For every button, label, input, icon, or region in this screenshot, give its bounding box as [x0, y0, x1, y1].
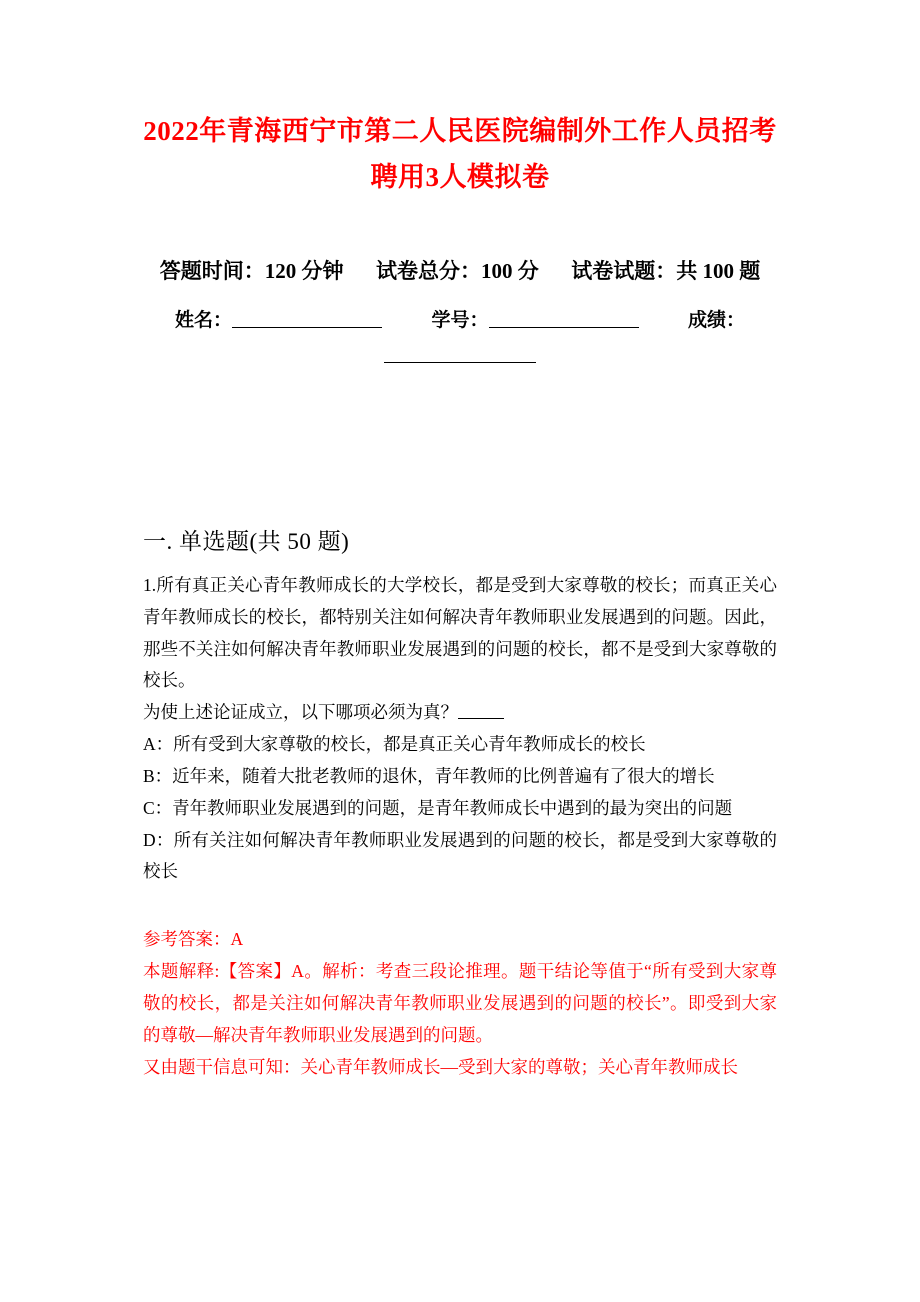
answer-explanation-block — [143, 924, 777, 1083]
question-prompt — [143, 697, 777, 729]
exam-meta-line — [143, 255, 777, 285]
explanation-paragraph-2: 又由题干信息可知：关心青年教师成长—受到大家的尊敬；关心青年教师成长 — [143, 1056, 738, 1077]
prompt-blank — [458, 705, 504, 719]
explanation-paragraph-1: 本题解释:【答案】A。解析：考查三段论推理。题干结论等值于“所有受到大家尊敬的校长，都是关注如何解决青年教师职业发展遇到的问题的校长”。即受到大家的尊敬—解决青年教师职业发展遇到的问题。 — [143, 961, 777, 1045]
reference-answer: 参考答案：A — [143, 929, 244, 950]
student-id-label: 学号： — [431, 309, 489, 331]
grade-label: 成绩： — [688, 309, 746, 331]
question-count-label: 试卷试题：共 100 题 — [571, 258, 761, 283]
total-score-label: 试卷总分：100 分 — [376, 258, 539, 283]
student-id-blank[interactable] — [489, 311, 639, 328]
section-heading: 一. 单选题(共 50 题) — [143, 528, 350, 554]
grade-blank[interactable] — [384, 348, 536, 363]
question-prompt-text: 为使上述论证成立，以下哪项必须为真？ — [143, 702, 458, 723]
option-d[interactable]: D：所有关注如何解决青年教师职业发展遇到的问题的校长，都是受到大家尊敬的校长 — [143, 829, 777, 882]
answer-time-label: 答题时间：120 分钟 — [159, 258, 344, 283]
question-stem: 1.所有真正关心青年教师成长的大学校长，都是受到大家尊敬的校长；而真正关心青年教师成长的校长，都特别关注如何解决青年教师职业发展遇到的问题。因此，那些不关注如何解决青年教师职业发展遇到的问题的校长，都不是受到大家尊敬的校长。 — [143, 574, 777, 691]
page-title: 2022年青海西宁市第二人民医院编制外工作人员招考聘用3人模拟卷 — [143, 116, 777, 193]
question-block — [143, 570, 777, 888]
student-info-line — [143, 305, 777, 332]
option-a[interactable]: A：所有受到大家尊敬的校长，都是真正关心青年教师成长的校长 — [143, 734, 646, 755]
name-label: 姓名： — [174, 309, 232, 331]
name-blank[interactable] — [232, 311, 382, 328]
option-b[interactable]: B：近年来，随着大批老教师的退休，青年教师的比例普遍有了很大的增长 — [143, 765, 715, 786]
option-c[interactable]: C：青年教师职业发展遇到的问题，是青年教师成长中遇到的最为突出的问题 — [143, 797, 733, 818]
grade-blank-line — [143, 348, 777, 368]
